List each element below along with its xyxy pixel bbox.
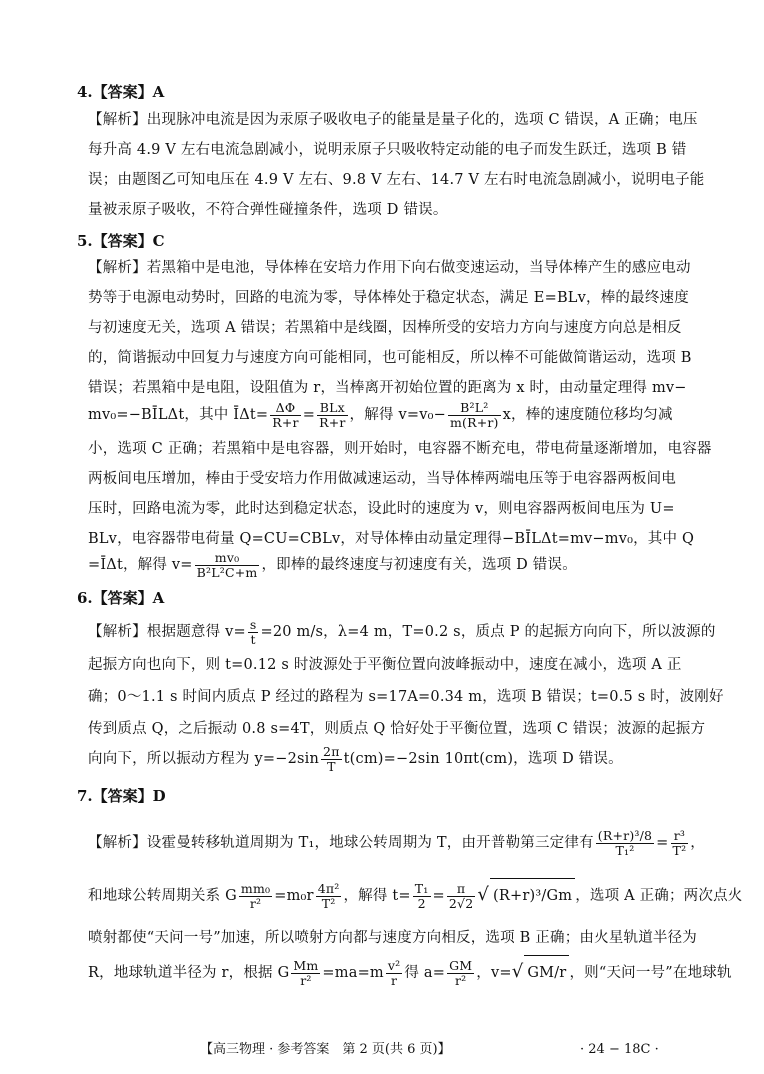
q5-frac-2-num: BLx — [317, 401, 347, 416]
q7-frac-9 — [447, 959, 474, 988]
q5-line-4: 的，简谐振动中回复力与速度方向可能相同，也可能相反，所以棒不可能做简谐运动，选项 B — [88, 350, 692, 366]
q7-eq-m: ，则“天问一号”在地球轨 — [569, 965, 732, 981]
q7-eq-h: ，选项 A 正确；两次点火 — [575, 888, 743, 904]
q7-frac-4-num: 4π² — [317, 880, 340, 896]
q7-frac-6 — [447, 882, 475, 911]
q7-frac-1 — [596, 829, 654, 858]
footer-title: 【高三物理 · 参考答案 第 2 页(共 6 页)】 — [200, 1042, 451, 1057]
q7-frac-5-den: 2 — [417, 895, 426, 911]
q7-sqrt-body: (R+r)³/Gm — [490, 878, 575, 913]
q5-line-2: 势等于电源电动势时，回路的电流为零，导体棒处于稳定状态，满足 E=BLv，棒的最终速度 — [88, 290, 689, 306]
q7-frac-6-den: 2√2 — [448, 895, 474, 911]
q6-frac-2-den: T — [327, 758, 336, 774]
q5-frac-2 — [317, 401, 347, 430]
q7-eq-b: = — [656, 835, 669, 851]
q7-sqrt2-body: GM/r — [524, 955, 569, 990]
q6-line-5 — [88, 744, 693, 774]
q6-frac-1 — [248, 618, 259, 647]
q5-frac-1-num: ΔΦ — [270, 401, 300, 416]
q6-frac-2 — [321, 745, 342, 774]
q5-frac-3-num: B²L² — [448, 401, 501, 416]
q5-line-7: 小，选项 C 正确；若黑箱中是电容器，则开始时，电容器不断充电，带电荷量逐渐增加，电容器 — [88, 441, 712, 457]
q7-frac-7 — [291, 959, 320, 988]
q5-frac-1-den: R+r — [272, 414, 299, 430]
q5-frac-2-den: R+r — [319, 414, 346, 430]
page-footer — [200, 1041, 680, 1059]
q7-eq-d: 和地球公转周期关系 G — [88, 888, 237, 904]
q4-line-2: 每升高 4.9 V 左右电流急剧减小，说明汞原子只吸收特定动能的电子而发生跃迁，选项 B 错 — [88, 142, 687, 158]
q6-frac-1-num: s — [249, 616, 257, 632]
q5-eq-c: ，解得 v=v₀− — [349, 407, 446, 423]
q7-frac-5-num: T₁ — [414, 880, 429, 896]
q5-line-9: 压时，回路电流为零，此时达到稳定状态，设此时的速度为 v，则电容器两板间电压为 U= — [88, 501, 675, 517]
q5-line-11 — [88, 550, 693, 580]
q5-frac-3-den: m(R+r) — [449, 414, 499, 430]
q6-frac-2-num: 2π — [323, 743, 340, 759]
q5-eq-e: =ĪΔt，解得 v= — [88, 557, 193, 573]
q5-frac-4-den: B²L²C+m — [196, 564, 258, 580]
q7-eq-i: R，地球轨道半径为 r，根据 G — [88, 965, 290, 981]
q7-line-3: 喷射都使“天问一号”加速，所以喷射方向都与速度方向相反，选项 B 正确；由火星轨道半径为 — [88, 930, 697, 946]
q7-sqrt-sign: √ — [477, 884, 490, 905]
q7-eq-a: 【解析】设霍曼转移轨道周期为 T₁，地球公转周期为 T，由开普勒第三定律有 — [88, 835, 594, 851]
q5-line-6 — [88, 400, 693, 430]
q5-line-3: 与初速度无关，选项 A 错误；若黑箱中是线圈，因棒所受的安培力方向与速度方向总是相反 — [88, 320, 682, 336]
q7-frac-8-num: v² — [387, 957, 401, 973]
q6-eq-c: 向向下，所以振动方程为 y=−2sin — [88, 751, 320, 767]
q4-answer: 4.【答案】A — [77, 83, 165, 101]
q7-eq-k: 得 a= — [404, 965, 446, 981]
q5-frac-1 — [270, 401, 300, 430]
q7-frac-1-num: (R+r)³/8 — [597, 827, 653, 843]
q4-line-1: 【解析】出现脉冲电流是因为汞原子吸收电子的能量是量子化的，选项 C 错误，A 正确；电压 — [88, 112, 698, 128]
q7-frac-7-num: Mm — [293, 957, 319, 973]
q7-answer: 7.【答案】D — [77, 787, 166, 805]
q4-line-3: 误；由题图乙可知电压在 4.9 V 左右、9.8 V 左右、14.7 V 左右时电流急剧减小，说明电子能 — [88, 172, 705, 188]
q7-frac-6-num: π — [447, 882, 475, 897]
q5-line-5: 错误；若黑箱中是电阻，设阻值为 r，当棒离开初始位置的距离为 x 时，由动量定理得 mv− — [88, 380, 687, 396]
q7-sqrt2-sign: √ — [511, 961, 524, 982]
q7-eq-e: =m₀r — [274, 888, 314, 904]
q7-frac-2-den: T² — [672, 842, 687, 858]
q7-frac-4 — [316, 882, 342, 911]
q5-frac-4 — [195, 551, 260, 580]
q7-line-2 — [88, 878, 743, 913]
q5-eq-f: ，即棒的最终速度与初速度有关，选项 D 错误。 — [261, 557, 577, 573]
q7-frac-3-num: mm₀ — [240, 880, 271, 896]
q6-answer: 6.【答案】A — [77, 589, 165, 607]
q7-frac-2 — [671, 829, 689, 858]
q5-line-8: 两板间电压增加，棒由于受安培力作用做减速运动，当导体棒两端电压等于电容器两板间电 — [88, 471, 676, 487]
q5-eq-a: mv₀=−BĪLΔt，其中 ĪΔt= — [88, 407, 269, 423]
q6-line-2: 起振方向也向下，则 t=0.12 s 时波源处于平衡位置向波峰振动中，速度在减小，选项 A 正 — [88, 657, 682, 673]
q7-frac-4-den: T² — [321, 895, 336, 911]
q5-answer: 5.【答案】C — [77, 232, 165, 250]
q4-line-4: 量被汞原子吸收，不符合弹性碰撞条件，选项 D 错误。 — [88, 202, 448, 218]
q6-line-1 — [88, 616, 716, 647]
q5-frac-3 — [448, 401, 501, 430]
q7-frac-8 — [386, 959, 402, 988]
q5-eq-b: = — [302, 407, 316, 423]
q7-eq-g: = — [432, 888, 445, 904]
q7-frac-3 — [239, 882, 272, 911]
q7-frac-7-den: r² — [300, 972, 312, 988]
q6-eq-d: t(cm)=−2sin 10πt(cm)，选项 D 错误。 — [343, 751, 623, 767]
q7-eq-c: ， — [690, 835, 705, 851]
q7-line-1 — [88, 826, 705, 860]
q6-line-4: 传到质点 Q，之后振动 0.8 s=4T，则质点 Q 恰好处于平衡位置，选项 C 错误；波源的起振方 — [88, 721, 706, 737]
q7-frac-2-num: r³ — [671, 829, 689, 844]
q6-eq-b: =20 m/s，λ=4 m，T=0.2 s，质点 P 的起振方向向下，所以波源的 — [260, 624, 716, 640]
q5-line-1: 【解析】若黑箱中是电池，导体棒在安培力作用下向右做变速运动，当导体棒产生的感应电动 — [88, 260, 691, 276]
q7-eq-f: ，解得 t= — [343, 888, 411, 904]
q6-eq-a: 【解析】根据题意得 v= — [88, 624, 246, 640]
q7-frac-1-den: T₁² — [615, 842, 635, 858]
q7-frac-9-den: r² — [454, 972, 467, 988]
q5-line-10: BLv，电容器带电荷量 Q=CU=CBLv，对导体棒由动量定理得−BĪLΔt=mv−mv₀，其中 Q — [88, 531, 695, 547]
q6-line-3: 确；0～1.1 s 时间内质点 P 经过的路程为 s=17A=0.34 m，选项 B 错误；t=0.5 s 时，波刚好 — [88, 689, 724, 705]
q7-eq-j: =ma=m — [322, 965, 384, 981]
q7-frac-3-den: r² — [249, 895, 262, 911]
q7-frac-9-num: GM — [449, 957, 473, 973]
q6-frac-1-den: t — [250, 631, 256, 647]
q7-line-4 — [88, 955, 732, 990]
q7-eq-l: ，v= — [476, 965, 512, 981]
q5-eq-d: x，棒的速度随位移均匀减 — [502, 407, 673, 423]
q7-frac-8-den: r — [391, 972, 398, 988]
footer-code: · 24 − 18C · — [580, 1042, 659, 1057]
q5-frac-4-num: mv₀ — [195, 551, 260, 566]
q7-frac-5 — [413, 882, 431, 911]
